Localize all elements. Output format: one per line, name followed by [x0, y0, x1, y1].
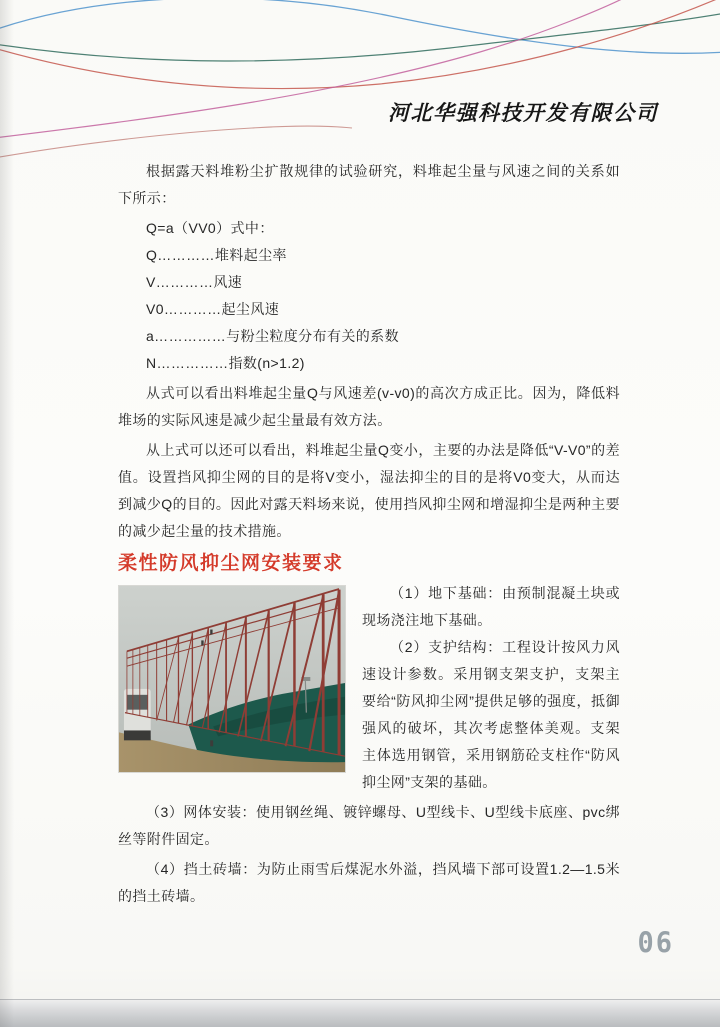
page-number: 06: [637, 927, 674, 960]
formula-def-q: Q…………堆料起尘率: [146, 247, 287, 263]
dust-suppression-net-photo: [118, 585, 346, 773]
formula-def-n: N……………指数(n>1.2): [146, 355, 305, 371]
install-item-3: （3）网体安装：使用钢丝绳、镀锌螺母、U型线卡、U型线卡底座、pvc绑丝等附件固定。: [118, 804, 620, 847]
formula-def-v: V…………风速: [146, 274, 243, 290]
photo-illustration: [119, 586, 345, 772]
install-item-4: （4）挡土砖墙：为防止雨雪后煤泥水外溢，挡风墙下部可设置1.2—1.5米的挡土砖墙。: [118, 861, 620, 904]
install-item-2: （2）支护结构：工程设计按风力风速设计参数。采用钢支架支护，支架主要给“防风抑尘网”提供足够的强度，抵御强风的破坏，其次考虑整体美观。支架主体选用钢管，采用钢筋砼支柱作“防风抑尘网”支架的基础。: [362, 639, 620, 790]
formula-def-a: a……………与粉尘粒度分布有关的系数: [146, 328, 399, 344]
bottom-edge-band: [0, 999, 720, 1027]
paragraph-conclusion-2: 从上式可以还可以看出，料堆起尘量Q变小，主要的办法是降低“V-V0”的差值。设置挡风抑尘网的目的是将V变小，湿法抑尘的目的是将V0变大，从而达到减少Q的目的。因此对露天料场来说，使用挡风抑尘网和增湿抑尘是两种主要的减少起尘量的技术措施。: [118, 442, 620, 539]
installation-section: [118, 580, 620, 910]
formula-equation: Q=a（VV0）式中：: [146, 220, 274, 236]
company-name-title: 河北华强科技开发有限公司: [388, 102, 658, 125]
page-content: [118, 158, 620, 910]
paragraph-conclusion-1: 从式可以看出料堆起尘量Q与风速差(v-v0)的高次方成正比。因为，降低料堆场的实际风速是减少起尘量最有效方法。: [118, 385, 620, 428]
install-item-1: （1）地下基础：由预制混凝土块或现场浇注地下基础。: [362, 585, 620, 628]
formula-def-v0: V0…………起尘风速: [146, 301, 280, 317]
section-title: 柔性防风抑尘网安装要求: [118, 553, 344, 574]
intro-paragraph: 根据露天料堆粉尘扩散规律的试验研究，料堆起尘量与风速之间的关系如下所示：: [118, 163, 620, 206]
